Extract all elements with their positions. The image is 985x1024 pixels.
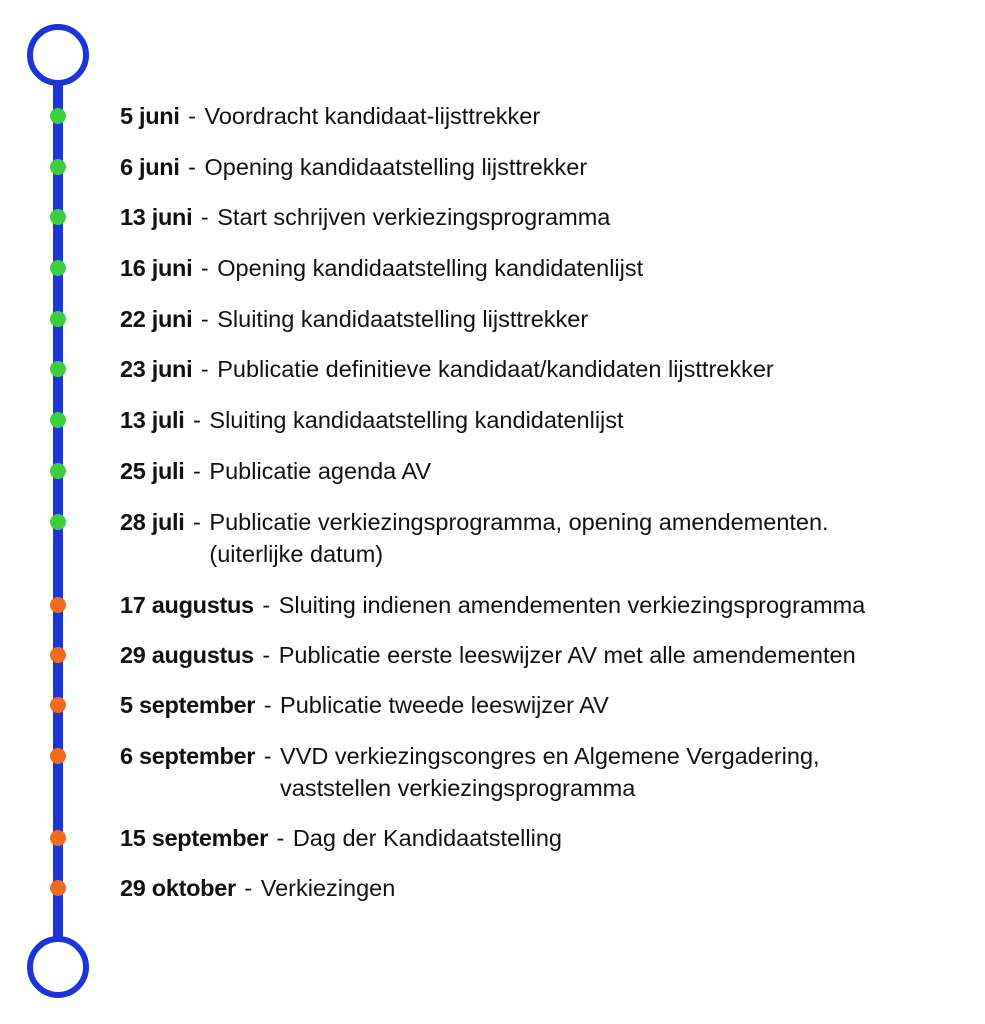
timeline-entry <box>120 872 965 904</box>
date-separator: - <box>276 825 285 851</box>
date-separator: - <box>193 407 201 433</box>
event-description: Start schrijven verkiezingsprogramma <box>217 204 611 230</box>
timeline-entry <box>120 303 965 335</box>
timeline-entry <box>120 455 965 487</box>
timeline-entry <box>120 822 965 854</box>
orange-dot-icon <box>50 597 66 613</box>
event-description: Verkiezingen <box>260 875 396 901</box>
event-date: 6 juni <box>120 154 180 180</box>
timeline-entry <box>120 689 965 721</box>
event-description: VVD verkiezingscongres en Algemene Vergadering, <box>280 743 820 769</box>
event-description: Sluiting kandidaatstelling lijsttrekker <box>217 306 589 332</box>
event-date: 5 juni <box>120 103 180 129</box>
entry-first-line <box>120 306 588 332</box>
orange-dot-icon <box>50 830 66 846</box>
date-separator: - <box>244 875 253 901</box>
event-description: Publicatie tweede leeswijzer AV <box>280 692 609 718</box>
entry-first-line <box>120 825 562 851</box>
event-description: Publicatie definitieve kandidaat/kandidaten lijsttrekker <box>217 356 774 382</box>
timeline-entry <box>120 100 965 132</box>
entry-first-line <box>120 509 829 535</box>
green-dot-icon <box>50 260 66 276</box>
event-date: 5 september <box>120 692 256 718</box>
green-dot-icon <box>50 361 66 377</box>
green-dot-icon <box>50 412 66 428</box>
date-separator: - <box>262 592 271 618</box>
entry-first-line <box>120 743 820 769</box>
timeline-entry <box>120 151 965 183</box>
event-description: Voordracht kandidaat-lijsttrekker <box>204 103 541 129</box>
entry-first-line <box>120 458 431 484</box>
event-date: 16 juni <box>120 255 193 281</box>
green-dot-icon <box>50 209 66 225</box>
event-date: 22 juni <box>120 306 193 332</box>
date-separator: - <box>200 255 209 281</box>
event-date: 29 oktober <box>120 875 236 901</box>
timeline-entry <box>120 404 965 436</box>
date-separator: - <box>200 306 209 332</box>
green-dot-icon <box>50 311 66 327</box>
timeline-entry <box>120 639 965 671</box>
date-separator: - <box>263 743 272 769</box>
entry-first-line <box>120 875 395 901</box>
event-description: Opening kandidaatstelling kandidatenlijst <box>217 255 644 281</box>
event-description: Dag der Kandidaatstelling <box>292 825 562 851</box>
event-date: 29 augustus <box>120 642 254 668</box>
orange-dot-icon <box>50 880 66 896</box>
event-description-continuation: vaststellen verkiezingsprogramma <box>280 775 636 801</box>
date-separator: - <box>263 692 272 718</box>
entry-first-line <box>120 592 865 618</box>
event-description: Publicatie eerste leeswijzer AV met alle amendementen <box>278 642 856 668</box>
green-dot-icon <box>50 108 66 124</box>
timeline-entry <box>120 506 965 570</box>
timeline-entry <box>120 252 965 284</box>
event-date: 23 juni <box>120 356 193 382</box>
timeline-entry <box>120 589 965 621</box>
green-dot-icon <box>50 159 66 175</box>
event-description-continuation: (uiterlijke datum) <box>209 541 384 567</box>
entry-first-line <box>120 154 587 180</box>
date-separator: - <box>193 509 201 535</box>
date-separator: - <box>193 458 201 484</box>
event-description: Sluiting kandidaatstelling kandidatenlijst <box>209 407 624 433</box>
event-date: 15 september <box>120 825 268 851</box>
timeline-entry <box>120 740 965 804</box>
event-date: 6 september <box>120 743 256 769</box>
date-separator: - <box>188 154 196 180</box>
event-description: Sluiting indienen amendementen verkiezingsprogramma <box>278 592 866 618</box>
entry-first-line <box>120 356 774 382</box>
orange-dot-icon <box>50 697 66 713</box>
date-separator: - <box>188 103 196 129</box>
date-separator: - <box>200 356 209 382</box>
event-date: 28 juli <box>120 509 185 535</box>
date-separator: - <box>262 642 271 668</box>
timeline-entry <box>120 201 965 233</box>
event-date: 13 juli <box>120 407 185 433</box>
green-dot-icon <box>50 463 66 479</box>
event-date: 17 augustus <box>120 592 254 618</box>
entry-first-line <box>120 407 624 433</box>
entry-first-line <box>120 692 609 718</box>
entry-first-line <box>120 204 610 230</box>
orange-dot-icon <box>50 647 66 663</box>
entry-first-line <box>120 255 643 281</box>
timeline-start-ring-icon <box>27 24 89 86</box>
timeline-entry <box>120 353 965 385</box>
green-dot-icon <box>50 514 66 530</box>
entry-first-line <box>120 103 540 129</box>
entry-first-line <box>120 642 856 668</box>
event-description: Publicatie agenda AV <box>209 458 432 484</box>
timeline-end-ring-icon <box>27 936 89 998</box>
orange-dot-icon <box>50 748 66 764</box>
event-description: Opening kandidaatstelling lijsttrekker <box>204 154 588 180</box>
event-date: 13 juni <box>120 204 193 230</box>
event-date: 25 juli <box>120 458 185 484</box>
event-description: Publicatie verkiezingsprogramma, opening amendementen. <box>209 509 829 535</box>
date-separator: - <box>200 204 209 230</box>
